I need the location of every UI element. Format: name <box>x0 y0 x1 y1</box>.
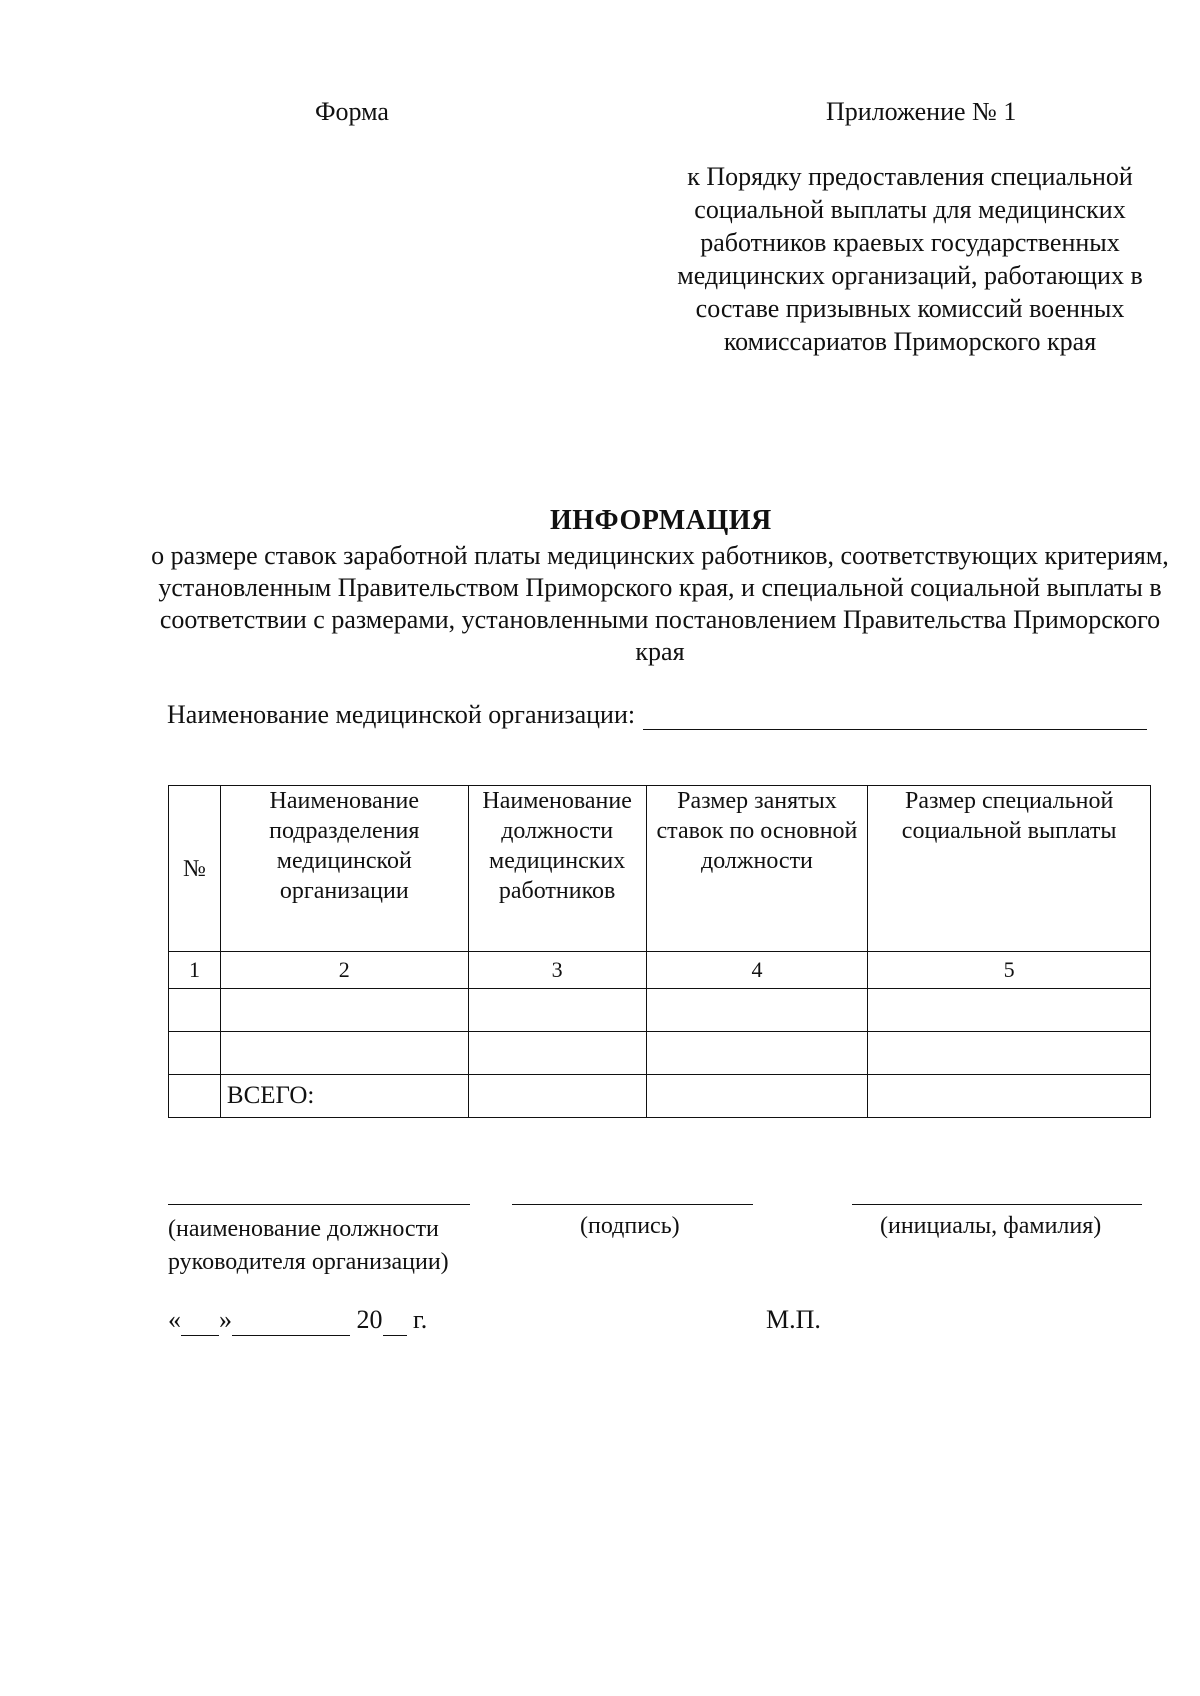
table-cell[interactable] <box>646 1032 868 1075</box>
month-blank[interactable] <box>232 1305 350 1336</box>
column-index: 4 <box>646 952 868 989</box>
table-cell[interactable] <box>169 989 221 1032</box>
annex-number: Приложение № 1 <box>826 97 1017 126</box>
table-cell[interactable] <box>868 1032 1151 1075</box>
table-cell[interactable] <box>220 1032 468 1075</box>
total-row <box>169 1075 1151 1118</box>
info-table <box>168 785 1151 1118</box>
column-index: 5 <box>868 952 1151 989</box>
column-index-row <box>169 952 1151 989</box>
position-caption: (наименование должности руководителя организации) <box>168 1216 449 1275</box>
document-heading: ИНФОРМАЦИЯ <box>550 505 772 536</box>
header-cell-position: Наименование должности медицинских работников <box>468 786 646 952</box>
year-blank[interactable] <box>383 1305 407 1336</box>
header-cell-payment: Размер специальной социальной выплаты <box>868 786 1151 952</box>
column-index: 3 <box>468 952 646 989</box>
date-row <box>168 1305 427 1336</box>
name-signature-line[interactable] <box>852 1204 1142 1205</box>
table-cell[interactable] <box>868 989 1151 1032</box>
annex-body: к Порядку предоставления специальной социальной выплаты для медицинских работников краевых государственных медицинских организаций, работающих в составе призывных комиссий военных комиссариатов Приморского края <box>677 162 1143 356</box>
signature-line[interactable] <box>512 1204 753 1205</box>
table-row <box>169 1032 1151 1075</box>
table-cell[interactable] <box>646 989 868 1032</box>
total-label: ВСЕГО: <box>220 1075 468 1118</box>
table-cell[interactable] <box>868 1075 1151 1118</box>
name-caption: (инициалы, фамилия) <box>880 1213 1102 1239</box>
org-name-label: Наименование медицинской организации: <box>167 700 636 729</box>
day-blank[interactable] <box>181 1305 219 1336</box>
signature-caption: (подпись) <box>580 1213 680 1239</box>
header-cell-rates: Размер занятых ставок по основной должности <box>646 786 868 952</box>
table-cell[interactable] <box>468 989 646 1032</box>
header-cell-subdivision: Наименование подразделения медицинской организации <box>220 786 468 952</box>
date-open-quote: « <box>168 1305 181 1334</box>
table-row <box>169 989 1151 1032</box>
table-cell[interactable] <box>468 1032 646 1075</box>
form-label: Форма <box>315 97 389 126</box>
column-index: 1 <box>169 952 221 989</box>
org-name-field <box>167 700 1147 730</box>
org-name-blank-line[interactable] <box>643 703 1147 730</box>
document-subtitle: о размере ставок заработной платы медицинских работников, соответствующих критериям, установленным Правительством Приморского края, и специальной социальной выплаты в соответствии с размерами, установленными постановлением Правительства Приморского края <box>151 541 1169 666</box>
year-prefix: 20 <box>356 1305 383 1334</box>
table-cell[interactable] <box>646 1075 868 1118</box>
date-close-quote: » <box>219 1305 232 1334</box>
position-signature-line[interactable] <box>168 1204 470 1205</box>
table-header-row <box>169 786 1151 952</box>
table-cell[interactable] <box>468 1075 646 1118</box>
table-cell[interactable] <box>220 989 468 1032</box>
year-suffix: г. <box>413 1305 428 1334</box>
header-cell-number: № <box>169 786 221 952</box>
stamp-label: М.П. <box>766 1305 821 1334</box>
column-index: 2 <box>220 952 468 989</box>
table-cell[interactable] <box>169 1032 221 1075</box>
table-cell <box>169 1075 221 1118</box>
